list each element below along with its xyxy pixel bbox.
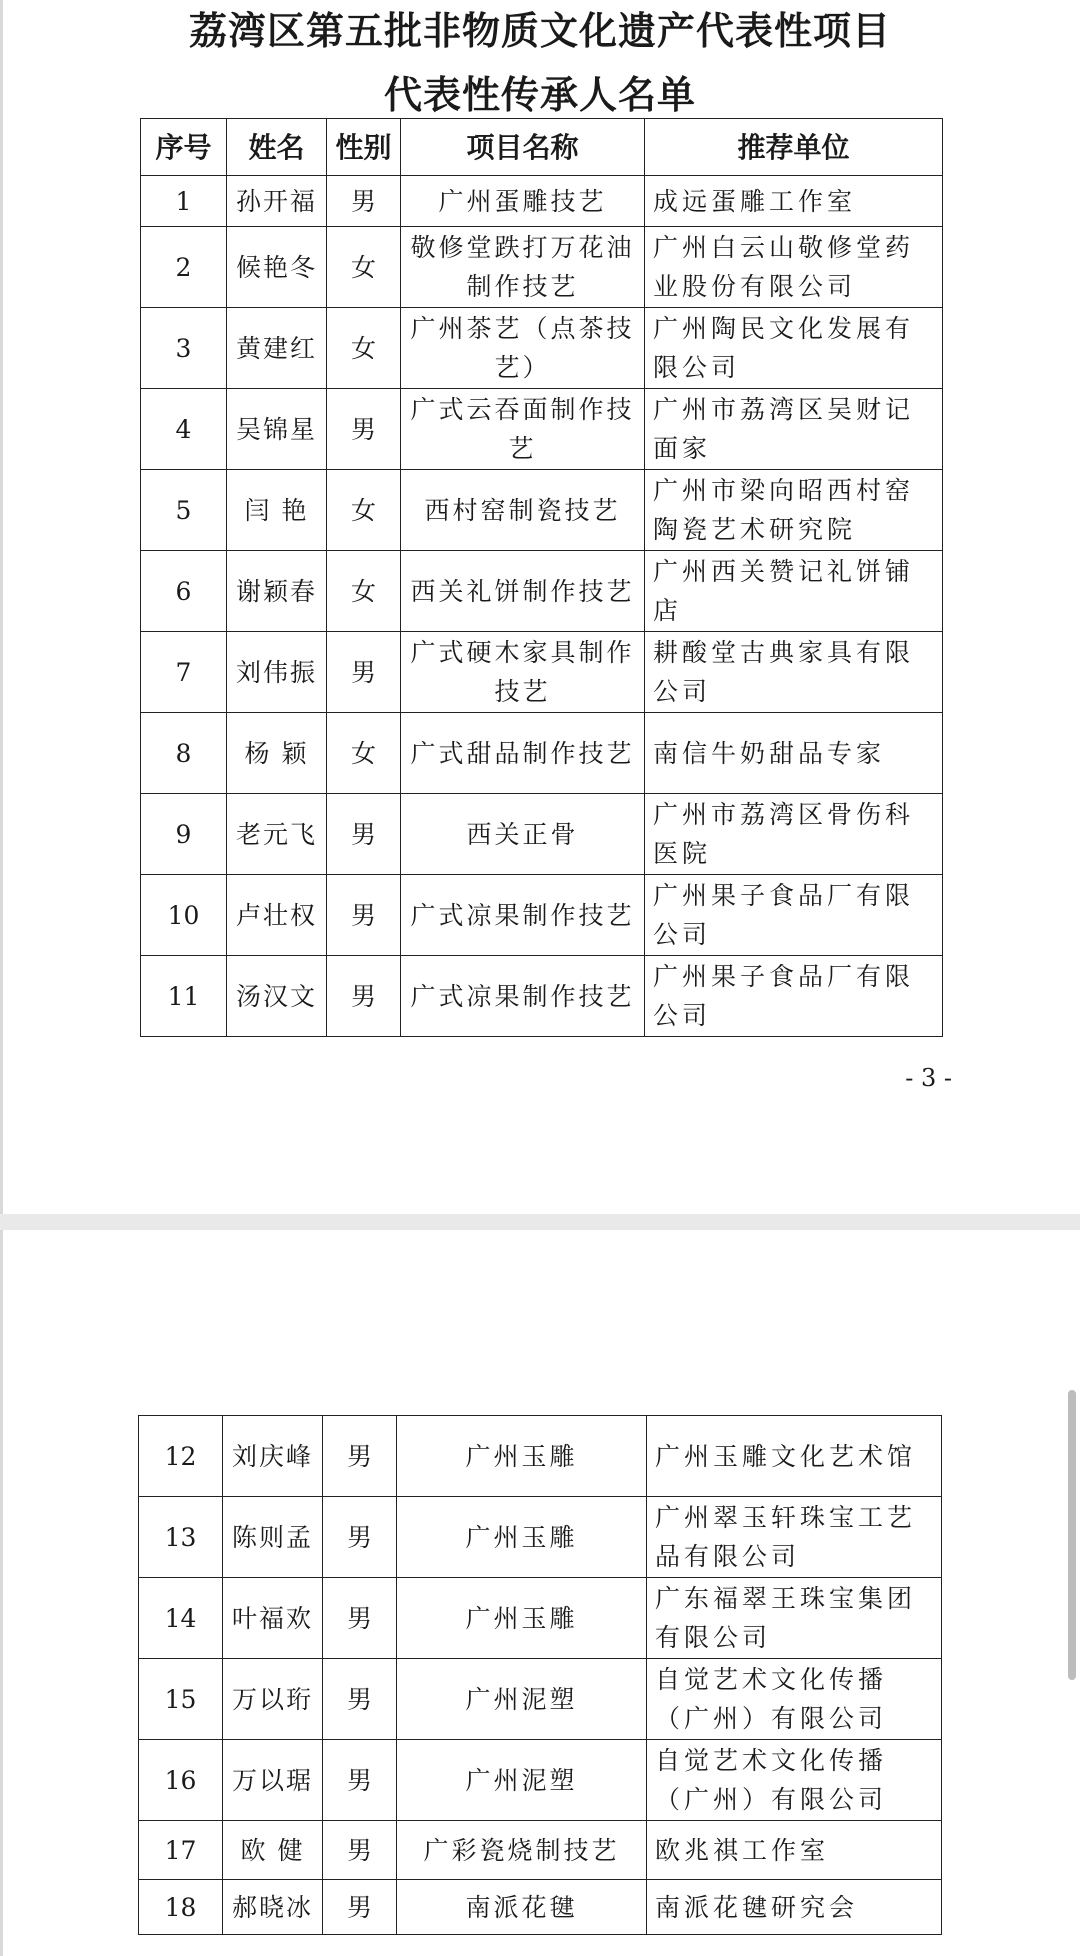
cell-no: 5	[141, 470, 227, 551]
cell-project: 广州玉雕	[397, 1497, 647, 1578]
cell-no: 2	[141, 227, 227, 308]
cell-no: 15	[139, 1659, 223, 1740]
inheritor-table-page2	[138, 1415, 942, 1935]
cell-unit: 广州果子食品厂有限公司	[645, 875, 943, 956]
table-row	[139, 1659, 942, 1740]
cell-project: 广彩瓷烧制技艺	[397, 1821, 647, 1880]
cell-unit: 自觉艺术文化传播（广州）有限公司	[647, 1659, 942, 1740]
cell-unit: 耕酸堂古典家具有限公司	[645, 632, 943, 713]
cell-project: 广式甜品制作技艺	[401, 713, 645, 794]
cell-unit: 广州翠玉轩珠宝工艺品有限公司	[647, 1497, 942, 1578]
table-row	[139, 1821, 942, 1880]
scrollbar-thumb[interactable]	[1068, 1390, 1076, 1680]
table-row	[139, 1578, 942, 1659]
cell-unit: 广州玉雕文化艺术馆	[647, 1416, 942, 1497]
document-page-4	[0, 1230, 1080, 1956]
table-row	[141, 551, 943, 632]
table-row	[141, 713, 943, 794]
cell-name: 万以珩	[223, 1659, 323, 1740]
table-header-row	[141, 119, 943, 176]
cell-name: 谢颖春	[227, 551, 327, 632]
cell-gender: 女	[327, 470, 401, 551]
cell-no: 4	[141, 389, 227, 470]
cell-project: 敬修堂跌打万花油制作技艺	[401, 227, 645, 308]
cell-no: 13	[139, 1497, 223, 1578]
cell-name: 候艳冬	[227, 227, 327, 308]
cell-no: 18	[139, 1880, 223, 1935]
cell-unit: 广州市梁向昭西村窑陶瓷艺术研究院	[645, 470, 943, 551]
cell-unit: 成远蛋雕工作室	[645, 176, 943, 227]
cell-unit: 欧兆祺工作室	[647, 1821, 942, 1880]
cell-no: 16	[139, 1740, 223, 1821]
cell-unit: 广州白云山敬修堂药业股份有限公司	[645, 227, 943, 308]
cell-name: 汤汉文	[227, 956, 327, 1037]
cell-name: 卢壮权	[227, 875, 327, 956]
cell-name: 陈则孟	[223, 1497, 323, 1578]
header-unit: 推荐单位	[645, 119, 943, 176]
cell-no: 7	[141, 632, 227, 713]
cell-name: 欧 健	[223, 1821, 323, 1880]
cell-project: 广州茶艺（点茶技艺）	[401, 308, 645, 389]
cell-no: 12	[139, 1416, 223, 1497]
cell-gender: 男	[323, 1880, 397, 1935]
cell-name: 吴锦星	[227, 389, 327, 470]
cell-gender: 男	[327, 389, 401, 470]
cell-project: 广式硬木家具制作技艺	[401, 632, 645, 713]
cell-gender: 男	[327, 632, 401, 713]
page-edge	[0, 1230, 3, 1956]
cell-gender: 男	[327, 956, 401, 1037]
cell-gender: 男	[327, 875, 401, 956]
table-row	[141, 470, 943, 551]
cell-name: 叶福欢	[223, 1578, 323, 1659]
cell-unit: 广州市荔湾区骨伤科医院	[645, 794, 943, 875]
cell-unit: 自觉艺术文化传播（广州）有限公司	[647, 1740, 942, 1821]
header-project: 项目名称	[401, 119, 645, 176]
cell-gender: 女	[327, 227, 401, 308]
cell-name: 孙开福	[227, 176, 327, 227]
cell-gender: 男	[323, 1659, 397, 1740]
table-row	[139, 1740, 942, 1821]
table-row	[141, 176, 943, 227]
cell-name: 闫 艳	[227, 470, 327, 551]
cell-project: 广州蛋雕技艺	[401, 176, 645, 227]
cell-gender: 女	[327, 551, 401, 632]
cell-unit: 南派花毽研究会	[647, 1880, 942, 1935]
cell-project: 西村窑制瓷技艺	[401, 470, 645, 551]
cell-name: 万以琚	[223, 1740, 323, 1821]
cell-gender: 女	[327, 713, 401, 794]
cell-gender: 女	[327, 308, 401, 389]
table-row	[141, 389, 943, 470]
cell-project: 西关正骨	[401, 794, 645, 875]
cell-no: 14	[139, 1578, 223, 1659]
table-row	[141, 632, 943, 713]
cell-no: 11	[141, 956, 227, 1037]
cell-unit: 广州果子食品厂有限公司	[645, 956, 943, 1037]
cell-no: 10	[141, 875, 227, 956]
table-row	[141, 308, 943, 389]
table-row	[139, 1416, 942, 1497]
header-no: 序号	[141, 119, 227, 176]
page-edge	[0, 0, 3, 1214]
table-row	[141, 794, 943, 875]
cell-no: 6	[141, 551, 227, 632]
cell-project: 广式凉果制作技艺	[401, 875, 645, 956]
table-row	[139, 1880, 942, 1935]
cell-project: 广式凉果制作技艺	[401, 956, 645, 1037]
header-name: 姓名	[227, 119, 327, 176]
header-gender: 性别	[327, 119, 401, 176]
cell-project: 广式云吞面制作技艺	[401, 389, 645, 470]
document-title-line1: 荔湾区第五批非物质文化遗产代表性项目	[188, 8, 891, 53]
cell-unit: 广州市荔湾区吴财记面家	[645, 389, 943, 470]
cell-name: 杨 颖	[227, 713, 327, 794]
inheritor-table-page1	[140, 118, 943, 1037]
cell-unit: 广州西关赞记礼饼铺店	[645, 551, 943, 632]
cell-no: 8	[141, 713, 227, 794]
cell-name: 刘庆峰	[223, 1416, 323, 1497]
cell-gender: 男	[327, 794, 401, 875]
cell-gender: 男	[323, 1497, 397, 1578]
cell-project: 南派花毽	[397, 1880, 647, 1935]
cell-no: 1	[141, 176, 227, 227]
page-number: - 3 -	[905, 1064, 952, 1092]
cell-gender: 男	[323, 1416, 397, 1497]
cell-gender: 男	[323, 1740, 397, 1821]
cell-unit: 广东福翠王珠宝集团有限公司	[647, 1578, 942, 1659]
cell-no: 3	[141, 308, 227, 389]
cell-no: 17	[139, 1821, 223, 1880]
document-title-line2: 代表性传承人名单	[383, 72, 696, 117]
cell-gender: 男	[327, 176, 401, 227]
cell-name: 老元飞	[227, 794, 327, 875]
cell-gender: 男	[323, 1578, 397, 1659]
cell-unit: 南信牛奶甜品专家	[645, 713, 943, 794]
table-row	[141, 875, 943, 956]
table-row	[139, 1497, 942, 1578]
cell-no: 9	[141, 794, 227, 875]
cell-project: 西关礼饼制作技艺	[401, 551, 645, 632]
cell-project: 广州泥塑	[397, 1659, 647, 1740]
table-row	[141, 227, 943, 308]
cell-project: 广州泥塑	[397, 1740, 647, 1821]
cell-project: 广州玉雕	[397, 1416, 647, 1497]
cell-name: 郝晓冰	[223, 1880, 323, 1935]
cell-name: 黄建红	[227, 308, 327, 389]
cell-name: 刘伟振	[227, 632, 327, 713]
cell-project: 广州玉雕	[397, 1578, 647, 1659]
cell-unit: 广州陶民文化发展有限公司	[645, 308, 943, 389]
table-row	[141, 956, 943, 1037]
cell-gender: 男	[323, 1821, 397, 1880]
